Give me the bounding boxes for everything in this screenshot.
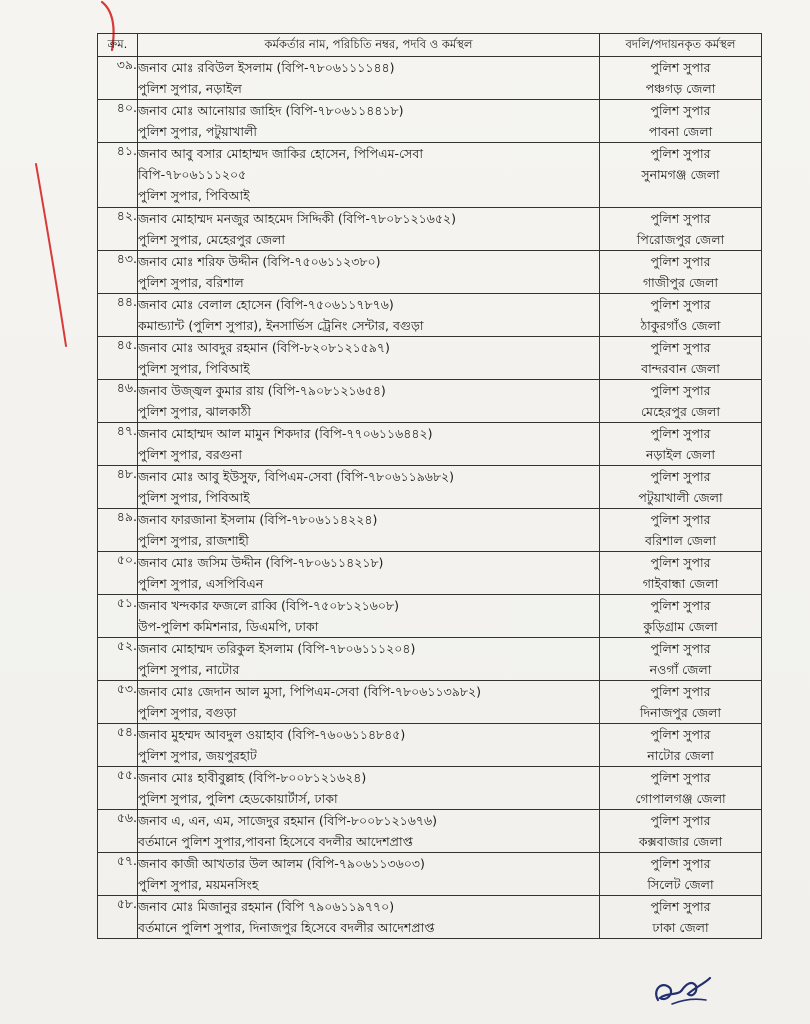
officer-details-cell <box>138 681 600 724</box>
table-row <box>98 638 762 681</box>
new-posting-cell <box>600 143 762 208</box>
new-posting-cell <box>600 294 762 337</box>
new-posting-cell <box>600 208 762 251</box>
officer-name: জনাব মোঃ জসিম উদ্দীন (বিপি-৭৮০৬১১৪২১৮) <box>138 555 384 570</box>
posting-district: গোপালগঞ্জ জেলা <box>635 791 726 806</box>
posting-rank: পুলিশ সুপার <box>650 555 711 570</box>
officer-designation: পুলিশ সুপার, নড়াইল <box>138 81 242 96</box>
officer-designation: উপ-পুলিশ কমিশনার, ডিএমপি, ঢাকা <box>138 619 319 634</box>
officer-name: জনাব কাজী আখতার উল আলম (বিপি-৭৯০৬১১৩৬০৩) <box>138 856 425 871</box>
new-posting-cell <box>600 638 762 681</box>
posting-district: বরিশাল জেলা <box>645 533 716 548</box>
new-posting-cell <box>600 466 762 509</box>
posting-rank: পুলিশ সুপার <box>650 512 711 527</box>
new-posting-cell <box>600 337 762 380</box>
officer-name: জনাব এ, এন, এম, সাজেদুর রহমান (বিপি-৮০০৮১২১৬৭৬) <box>138 813 437 828</box>
new-posting-cell <box>600 681 762 724</box>
table-row <box>98 896 762 939</box>
officer-details-cell <box>138 896 600 939</box>
serial-number: ৫২. <box>98 638 138 681</box>
officer-details-cell <box>138 466 600 509</box>
serial-number: ৫০. <box>98 552 138 595</box>
table-row <box>98 57 762 100</box>
signature-icon <box>648 970 718 1012</box>
new-posting-cell <box>600 896 762 939</box>
serial-number: ৪৯. <box>98 509 138 552</box>
posting-district: সিলেট জেলা <box>647 877 714 892</box>
serial-number: ৪১. <box>98 143 138 208</box>
officer-designation: পুলিশ সুপার, বরিশাল <box>138 275 244 290</box>
posting-district: কক্সবাজার জেলা <box>638 834 723 849</box>
posting-rank: পুলিশ সুপার <box>650 899 711 914</box>
posting-rank: পুলিশ সুপার <box>650 426 711 441</box>
officer-designation: বর্তমানে পুলিশ সুপার,পাবনা হিসেবে বদলীর আদেশপ্রাপ্ত <box>138 834 413 849</box>
table-row <box>98 810 762 853</box>
posting-district: নড়াইল জেলা <box>646 447 715 462</box>
serial-number: ৪৭. <box>98 423 138 466</box>
table-row <box>98 681 762 724</box>
officer-details-cell <box>138 380 600 423</box>
serial-number: ৫৮. <box>98 896 138 939</box>
officer-name: জনাব মোঃ জেদান আল মুসা, পিপিএম-সেবা (বিপি-৭৮০৬১১৩৯৮২) <box>138 684 482 699</box>
officer-designation: পুলিশ সুপার, এসপিবিএন <box>138 576 264 591</box>
officer-name: জনাব ফারজানা ইসলাম (বিপি-৭৮০৬১১৪২২৪) <box>138 512 378 527</box>
serial-number: ৫৭. <box>98 853 138 896</box>
officer-details-cell <box>138 853 600 896</box>
officer-designation: বর্তমানে পুলিশ সুপার, দিনাজপুর হিসেবে বদলীর আদেশপ্রাপ্ত <box>138 920 435 935</box>
posting-district: পাবনা জেলা <box>648 124 713 139</box>
posting-district: পিরোজপুর জেলা <box>636 232 725 247</box>
officer-designation: পুলিশ সুপার, পিবিআই <box>138 361 250 376</box>
officer-details-cell <box>138 208 600 251</box>
officer-details-cell <box>138 767 600 810</box>
new-posting-cell <box>600 423 762 466</box>
officer-name: জনাব মোঃ মিজানুর রহমান (বিপি ৭৯০৬১১৯৭৭০) <box>138 899 395 914</box>
posting-rank: পুলিশ সুপার <box>650 641 711 656</box>
new-posting-cell <box>600 724 762 767</box>
officer-name: জনাব মোঃ শরিফ উদ্দীন (বিপি-৭৫০৬১১২৩৮০) <box>138 254 381 269</box>
posting-district: বান্দরবান জেলা <box>641 361 720 376</box>
officer-name: জনাব আবু বসার মোহাম্মদ জাকির হোসেন, পিপিএম-সেবা <box>138 146 423 161</box>
serial-number: ৫৩. <box>98 681 138 724</box>
officer-details-cell <box>138 552 600 595</box>
officer-name: জনাব মোঃ আনোয়ার জাহিদ (বিপি-৭৮০৬১১৪৪১৮) <box>138 103 404 118</box>
table-row <box>98 380 762 423</box>
officer-designation: বিপি-৭৮০৬১১১২০৫ <box>138 167 247 182</box>
new-posting-cell <box>600 810 762 853</box>
officer-details-cell <box>138 595 600 638</box>
officer-details-cell <box>138 100 600 143</box>
serial-number: ৪৮. <box>98 466 138 509</box>
posting-rank: পুলিশ সুপার <box>650 254 711 269</box>
serial-number: ৫৬. <box>98 810 138 853</box>
officer-designation: পুলিশ সুপার, বরগুনা <box>138 447 242 462</box>
table-row <box>98 724 762 767</box>
officer-details-cell <box>138 251 600 294</box>
officer-designation: পুলিশ সুপার, বগুড়া <box>138 705 237 720</box>
serial-number: ৪৩. <box>98 251 138 294</box>
table-row <box>98 767 762 810</box>
new-posting-cell <box>600 100 762 143</box>
table-row <box>98 100 762 143</box>
new-posting-cell <box>600 251 762 294</box>
header-officer-details: কর্মকর্তার নাম, পরিচিতি নম্বর, পদবি ও কর্মস্থল <box>138 34 600 57</box>
officer-details-cell <box>138 423 600 466</box>
officer-name: জনাব মোঃ রবিউল ইসলাম (বিপি-৭৮০৬১১১১৪৪) <box>138 60 395 75</box>
posting-rank: পুলিশ সুপার <box>650 469 711 484</box>
table-row <box>98 208 762 251</box>
table-row <box>98 251 762 294</box>
posting-rank: পুলিশ সুপার <box>650 297 711 312</box>
serial-number: ৫১. <box>98 595 138 638</box>
new-posting-cell <box>600 552 762 595</box>
posting-rank: পুলিশ সুপার <box>650 103 711 118</box>
posting-district: সুনামগঞ্জ জেলা <box>641 167 720 182</box>
table-row <box>98 466 762 509</box>
posting-district: নওগাঁ জেলা <box>649 662 712 677</box>
posting-district: ঠাকুরগাঁও জেলা <box>640 318 721 333</box>
officer-designation: পুলিশ সুপার, ঝালকাঠী <box>138 404 251 419</box>
officer-details-cell <box>138 638 600 681</box>
serial-number: ৩৯. <box>98 57 138 100</box>
officer-name: জনাব মোহাম্মদ আল মামুন শিকদার (বিপি-৭৭০৬১১৬৪৪২) <box>138 426 433 441</box>
officer-name: জনাব খন্দকার ফজলে রাব্বি (বিপি-৭৫০৮১২১৬০৮) <box>138 598 400 613</box>
officer-details-cell <box>138 143 600 208</box>
table-header-row <box>98 34 762 57</box>
officer-designation: পুলিশ সুপার, পিবিআই <box>138 188 250 203</box>
posting-district: পটুয়াখালী জেলা <box>638 490 723 505</box>
posting-district: গাজীপুর জেলা <box>642 275 719 290</box>
officer-name: জনাব মোহাম্মদ তরিকুল ইসলাম (বিপি-৭৮০৬১১১২০৪) <box>138 641 416 656</box>
posting-rank: পুলিশ সুপার <box>650 684 711 699</box>
serial-number: ৪৪. <box>98 294 138 337</box>
posting-rank: পুলিশ সুপার <box>650 727 711 742</box>
new-posting-cell <box>600 57 762 100</box>
posting-district: দিনাজপুর জেলা <box>640 705 721 720</box>
posting-district: নাটোর জেলা <box>647 748 714 763</box>
posting-rank: পুলিশ সুপার <box>650 211 711 226</box>
header-serial: ক্রম. <box>98 34 138 57</box>
officer-details-cell <box>138 810 600 853</box>
officer-details-cell <box>138 724 600 767</box>
officer-details-cell <box>138 57 600 100</box>
officer-name: জনাব মুহম্মদ আবদুল ওয়াহাব (বিপি-৭৬০৬১১৪৮৪৫) <box>138 727 406 742</box>
officer-name: জনাব উজ্জ্বল কুমার রায় (বিপি-৭৯০৮১২১৬৫৪) <box>138 383 386 398</box>
posting-rank: পুলিশ সুপার <box>650 383 711 398</box>
officer-designation: পুলিশ সুপার, পিবিআই <box>138 490 250 505</box>
table-row <box>98 509 762 552</box>
table-row <box>98 143 762 208</box>
transfer-table <box>97 33 762 939</box>
new-posting-cell <box>600 767 762 810</box>
officer-name: জনাব মোঃ হাবীবুল্লাহ (বিপি-৮০০৮১২১৬২৪) <box>138 770 367 785</box>
posting-rank: পুলিশ সুপার <box>650 146 711 161</box>
officer-designation: পুলিশ সুপার, নাটোর <box>138 662 240 677</box>
new-posting-cell <box>600 853 762 896</box>
officer-designation: পুলিশ সুপার, পটুয়াখালী <box>138 124 257 139</box>
posting-rank: পুলিশ সুপার <box>650 856 711 871</box>
new-posting-cell <box>600 380 762 423</box>
officer-designation: পুলিশ সুপার, পুলিশ হেডকোয়ার্টার্স, ঢাকা <box>138 791 338 806</box>
table-row <box>98 552 762 595</box>
officer-designation: পুলিশ সুপার, রাজশাহী <box>138 533 249 548</box>
table-row <box>98 337 762 380</box>
table-row <box>98 294 762 337</box>
header-new-posting: বদলি/পদায়নকৃত কর্মস্থল <box>600 34 762 57</box>
posting-rank: পুলিশ সুপার <box>650 598 711 613</box>
posting-rank: পুলিশ সুপার <box>650 340 711 355</box>
officer-name: জনাব মোহাম্মদ মনজুর আহমেদ সিদ্দিকী (বিপি-৭৮০৮১২১৬৫২) <box>138 211 456 226</box>
table-row <box>98 595 762 638</box>
serial-number: ৫৪. <box>98 724 138 767</box>
officer-name: জনাব মোঃ আবদুর রহমান (বিপি-৮২০৮১২১৫৯৭) <box>138 340 390 355</box>
officer-details-cell <box>138 294 600 337</box>
table-row <box>98 423 762 466</box>
table-row <box>98 853 762 896</box>
officer-details-cell <box>138 509 600 552</box>
officer-details-cell <box>138 337 600 380</box>
posting-district: মেহেরপুর জেলা <box>640 404 720 419</box>
officer-designation: পুলিশ সুপার, ময়মনসিংহ <box>138 877 259 892</box>
posting-rank: পুলিশ সুপার <box>650 813 711 828</box>
new-posting-cell <box>600 509 762 552</box>
officer-designation: পুলিশ সুপার, জয়পুরহাট <box>138 748 257 763</box>
posting-district: গাইবান্ধা জেলা <box>642 576 719 591</box>
officer-designation: কমান্ড্যান্ট (পুলিশ সুপার), ইনসার্ভিস ট্রেনিং সেন্টার, বগুড়া <box>138 318 424 333</box>
officer-name: জনাব মোঃ আবু ইউসুফ, বিপিএম-সেবা (বিপি-৭৮০৬১১৯৬৮২) <box>138 469 455 484</box>
serial-number: ৪০. <box>98 100 138 143</box>
red-pen-mark-icon <box>30 160 70 350</box>
serial-number: ৪৬. <box>98 380 138 423</box>
posting-district: পঞ্চগড় জেলা <box>645 81 716 96</box>
new-posting-cell <box>600 595 762 638</box>
posting-rank: পুলিশ সুপার <box>650 770 711 785</box>
serial-number: ৪৫. <box>98 337 138 380</box>
posting-district: কুড়িগ্রাম জেলা <box>643 619 718 634</box>
posting-rank: পুলিশ সুপার <box>650 60 711 75</box>
serial-number: ৪২. <box>98 208 138 251</box>
posting-district: ঢাকা জেলা <box>652 920 709 935</box>
officer-name: জনাব মোঃ বেলাল হোসেন (বিপি-৭৫০৬১১৭৮৭৬) <box>138 297 394 312</box>
officer-designation: পুলিশ সুপার, মেহেরপুর জেলা <box>138 232 285 247</box>
serial-number: ৫৫. <box>98 767 138 810</box>
